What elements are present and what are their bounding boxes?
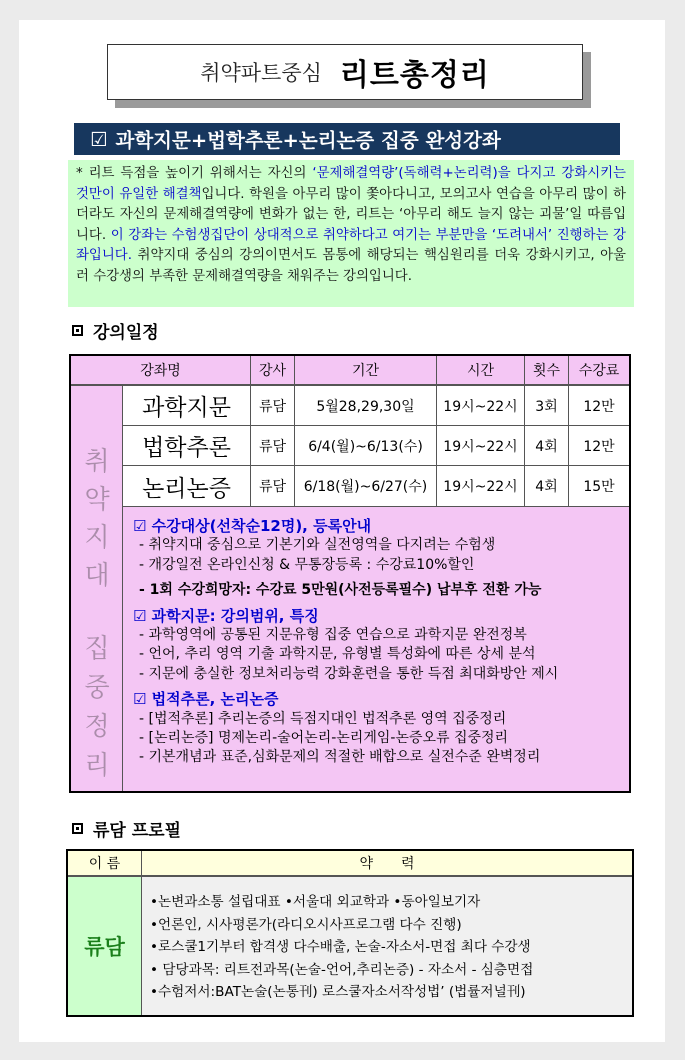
profile-col-career: 약 력 [142,851,632,877]
col-header-time: 시간 [437,356,525,386]
course-time: 19시~22시 [437,466,525,507]
schedule-heading-text: 강의일정 [93,323,159,343]
course-count: 3회 [525,386,569,426]
intro-paragraph [68,160,634,307]
side-label-char: 정 [84,712,110,742]
info-item: - [법적추론] 추리논증의 득점지대인 법적추론 영역 집중정리 [139,710,507,727]
square-bullet-icon [72,823,83,834]
banner-text: 과학지문+법학추론+논리논증 집중 완성강좌 [115,129,501,152]
course-teacher: 류담 [251,466,295,507]
course-count: 4회 [525,466,569,507]
career-item: • 담당과목: 리트전과목(논술-언어,추리논증) - 자소서 - 심층면접 [150,961,534,978]
col-header-period: 기간 [295,356,437,386]
course-teacher: 류담 [251,426,295,466]
course-subject: 법학추론 [123,426,251,466]
course-period: 6/4(월)~6/13(수) [295,426,437,466]
info-heading-enrollment: ☑ 수강대상(선착순12명), 등록안내 [133,517,372,535]
banner-checkbox-icon: ☑ [90,127,108,151]
side-label-char: 대 [84,561,110,591]
col-header-teacher: 강사 [251,356,295,386]
course-fee: 12만 [569,386,629,426]
course-count: 4회 [525,426,569,466]
schedule-heading [72,318,159,343]
info-item: - 기본개념과 표준,심화문제의 적절한 배합으로 실전수준 완벽정리 [139,749,541,766]
course-info-panel [123,507,629,791]
profile-heading-text: 류담 프로필 [93,821,182,841]
intro-part-1: * 리트 득점을 높이기 위해서는 자신의 [76,166,313,181]
info-item: - [논리논증] 명제논리-술어논리-논리게임-논증오류 집중정리 [139,730,509,747]
career-item: •논변과소통 설립대표 •서울대 외교학과 •동아일보기자 [150,894,481,910]
course-period: 5월28,29,30일 [295,386,437,426]
profile-name: 류담 [68,877,142,1015]
course-teacher: 류담 [251,386,295,426]
info-item: - 과학영역에 공통된 지문유형 집중 연습으로 과학지문 완전정복 [139,627,527,644]
course-time: 19시~22시 [437,386,525,426]
info-item: - 개강일전 온라인신청 & 무통장등록 : 수강료10%할인 [139,556,475,573]
col-header-count: 횟수 [525,356,569,386]
side-label-char: 지 [84,523,110,553]
side-label-char: 취 [84,447,110,477]
square-bullet-icon [72,325,83,336]
info-item: - 언어, 추리 영역 기출 과학지문, 유형별 특성화에 따른 상세 분석 [139,646,536,663]
side-label-char: 집 [84,634,110,664]
course-time: 19시~22시 [437,426,525,466]
schedule-table [69,354,631,793]
course-fee: 15만 [569,466,629,507]
side-label-char: 리 [84,751,110,781]
info-item: - 취약지대 중심으로 기본기와 실전영역을 다지려는 수험생 [139,537,496,554]
course-banner [74,123,620,155]
profile-heading [72,816,181,841]
side-label-char: 중 [84,673,110,703]
intro-part-3: 입니다. 학원을 아무리 많이 쫓아다니고, 모의고사 연습을 아무리 많이 하더라도 자신의 문제해결역량에 변화가 없는 한, 리트는 ‘아무리 해도 늘지 않는 괴물’일 따름입니다. [76,186,626,243]
title-subtitle: 취약파트중심 [200,61,322,85]
info-heading-science: ☑ 과학지문: 강의범위, 특징 [133,606,319,625]
profile-col-name: 이 름 [68,851,142,877]
course-fee: 12만 [569,426,629,466]
side-label-char: 약 [84,485,110,515]
intro-part-5: 취약지대 중심의 강의이면서도 몸통에 해당되는 핵심원리를 더욱 강화시키고, 아울러 수강생의 부족한 문제해결역량을 채워주는 강의입니다. [76,248,626,284]
career-item: •수험저서:BAT논술(논통刊) 로스쿨자소서작성법’ (법률저널刊) [150,984,526,1001]
career-item: •언론인, 시사평론가(라디오시사프로그램 다수 진행) [150,916,462,933]
title-box [107,44,583,100]
course-subject: 과학지문 [123,386,251,426]
course-subject: 논리논증 [123,466,251,507]
page-title: 리트총정리 [339,58,490,93]
info-item: - 지문에 충실한 정보처리능력 강화훈련을 통한 득점 최대화방안 제시 [139,665,559,682]
intro-highlight-2: 이 강좌는 수험생집단이 상대적으로 취약하다고 여기는 부분만을 ‘도려내서’ 진행하는 강좌입니다. [76,227,626,264]
profile-career-list [142,877,632,1015]
info-item: - 1회 수강희망자: 수강료 5만원(사전등록필수) 납부후 전환 가능 [139,582,542,599]
course-period: 6/18(월)~6/27(수) [295,466,437,507]
profile-table [66,849,634,1017]
career-item: •로스쿨1기부터 합격생 다수배출, 논술-자소서-면접 최다 수강생 [150,939,531,956]
intro-highlight-1: ‘문제해결역량’(독해력+논리력)을 다지고 강화시키는 것만이 유일한 해결책 [76,166,626,202]
col-header-course: 강좌명 [71,356,251,386]
info-heading-law-logic: ☑ 법적추론, 논리논증 [133,690,279,709]
col-header-fee: 수강료 [569,356,629,386]
side-label-column [71,386,123,791]
